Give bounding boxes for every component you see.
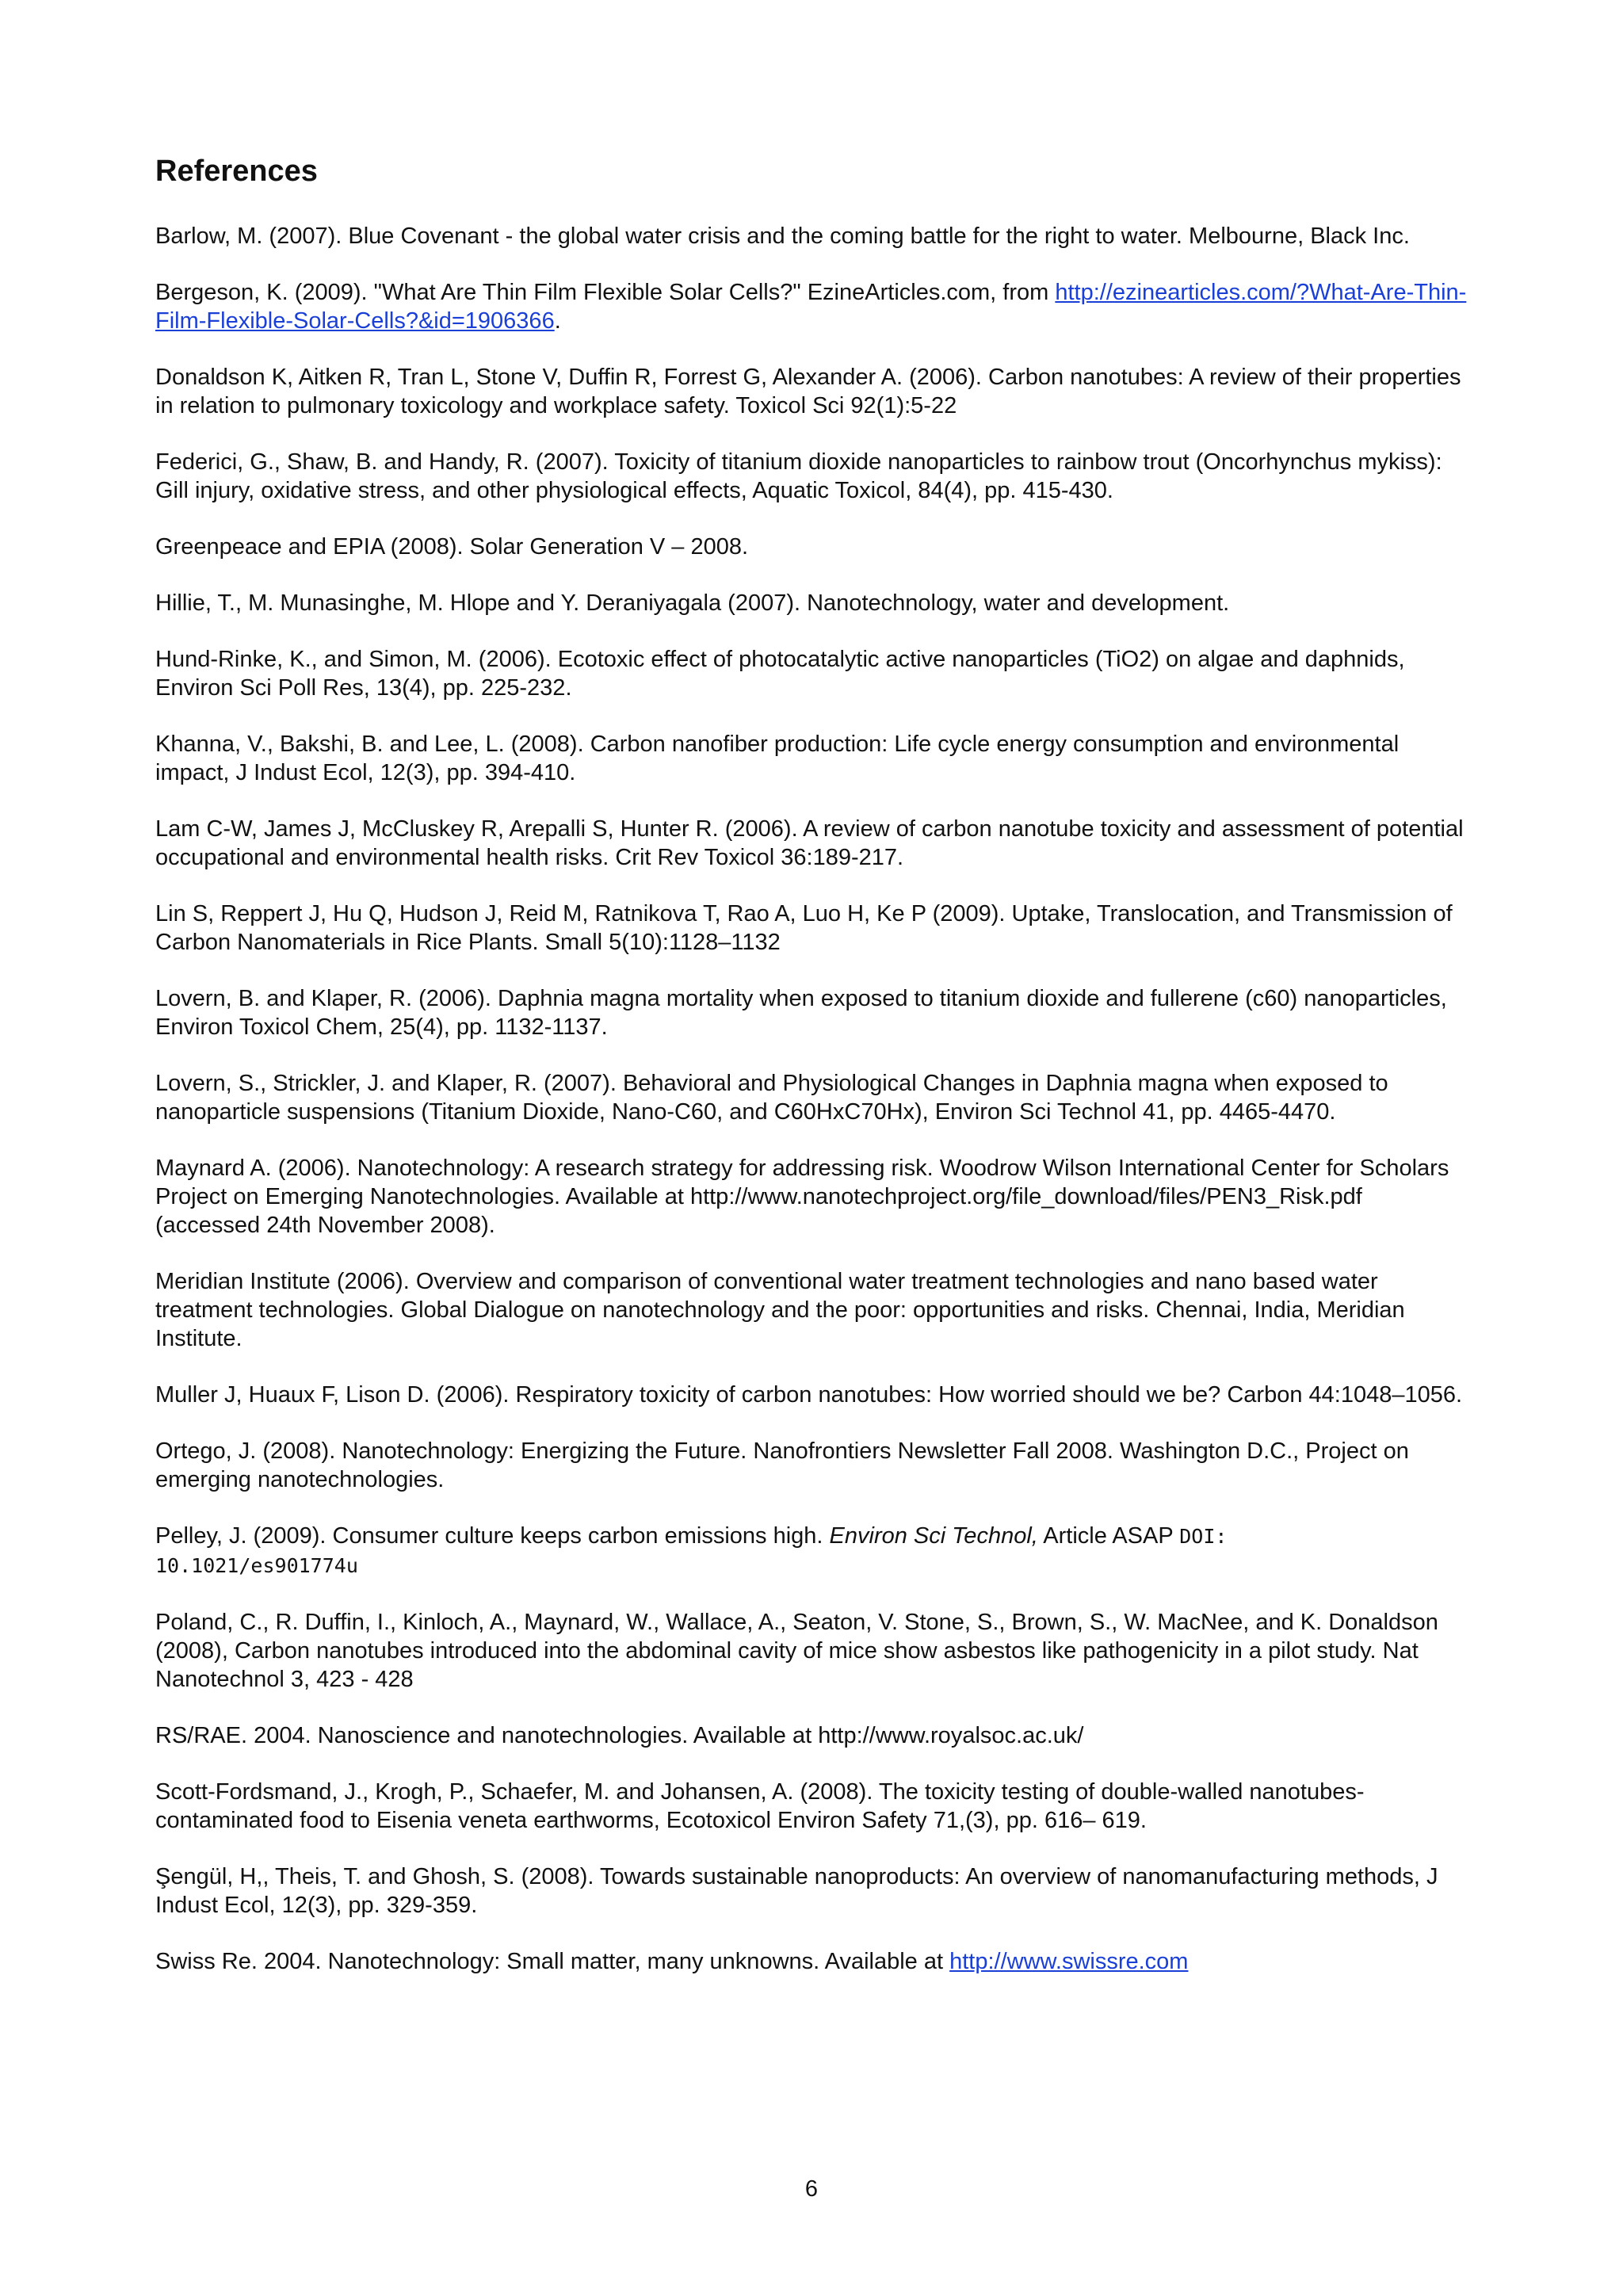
- reference-item: [155, 645, 1471, 702]
- references-heading: References: [155, 155, 318, 188]
- reference-item: [155, 730, 1471, 787]
- reference-item: [155, 900, 1471, 957]
- reference-text: RS/RAE. 2004. Nanoscience and nanotechnologies. Available at http://www.royalsoc.ac.uk/: [155, 1723, 1084, 1748]
- reference-text-suffix: .: [554, 308, 561, 334]
- reference-item: [155, 533, 1471, 561]
- reference-text: Khanna, V., Bakshi, B. and Lee, L. (2008). Carbon nanofiber production: Life cycle energy consumption and environmental impact, J Indust Ecol, 12(3), pp. 394-410.: [155, 732, 1400, 785]
- reference-text: Pelley, J. (2009). Consumer culture keeps carbon emissions high.: [155, 1523, 830, 1549]
- reference-text: Hillie, T., M. Munasinghe, M. Hlope and Y. Deraniyagala (2007). Nanotechnology, water and development.: [155, 590, 1230, 616]
- reference-text: Poland, C., R. Duffin, I., Kinloch, A., Maynard, W., Wallace, A., Seaton, V. Stone, S., Brown, S., W. MacNee, and K. Donaldson (2008), Carbon nanotubes introduced into the abdominal cavity of mice show asbestos like pathogenicity in a pilot study. Nat Nanotechnol 3, 423 - 428: [155, 1610, 1438, 1692]
- reference-text: Hund-Rinke, K., and Simon, M. (2006). Ecotoxic effect of photocatalytic active nanoparticles (TiO2) on algae and daphnids, Environ Sci Poll Res, 13(4), pp. 225-232.: [155, 647, 1405, 701]
- reference-text: Lovern, B. and Klaper, R. (2006). Daphnia magna mortality when exposed to titanium dioxide and fullerene (c60) nanoparticles, Environ Toxicol Chem, 25(4), pp. 1132-1137.: [155, 986, 1447, 1040]
- reference-text: Maynard A. (2006). Nanotechnology: A research strategy for addressing risk. Woodrow Wilson International Center for Scholars Project on Emerging Nanotechnologies. Available at http://www.nanotechproject.org/file_download/files/PEN3_Risk.pdf (accessed 24th November 2008).: [155, 1156, 1449, 1238]
- reference-text: Donaldson K, Aitken R, Tran L, Stone V, Duffin R, Forrest G, Alexander A. (2006). Carbon nanotubes: A review of their properties in relation to pulmonary toxicology and workplace safety. Toxicol Sci 92(1):5-22: [155, 365, 1461, 418]
- reference-item: [155, 589, 1471, 617]
- reference-item: [155, 1069, 1471, 1126]
- reference-item: [155, 984, 1471, 1041]
- reference-item: [155, 1267, 1471, 1353]
- swissre-link[interactable]: http://www.swissre.com: [949, 1949, 1189, 1974]
- page-number: 6: [804, 2176, 819, 2202]
- reference-text: Swiss Re. 2004. Nanotechnology: Small matter, many unknowns. Available at: [155, 1949, 950, 1974]
- reference-text: Muller J, Huaux F, Lison D. (2006). Respiratory toxicity of carbon nanotubes: How worried should we be? Carbon 44:1048–1056.: [155, 1382, 1463, 1408]
- reference-item: [155, 222, 1471, 250]
- reference-item: [155, 278, 1471, 335]
- reference-text: Scott-Fordsmand, J., Krogh, P., Schaefer, M. and Johansen, A. (2008). The toxicity testing of double-walled nanotubes-contaminated food to Eisenia veneta earthworms, Ecotoxicol Environ Safety 71,(3), pp. 616– 619.: [155, 1779, 1365, 1833]
- reference-item: [155, 1947, 1471, 1976]
- reference-item: [155, 1608, 1471, 1694]
- reference-item: [155, 1778, 1471, 1835]
- reference-text: Bergeson, K. (2009). "What Are Thin Film Flexible Solar Cells?" EzineArticles.com, from: [155, 280, 1056, 305]
- reference-item: [155, 1862, 1471, 1920]
- reference-item: [155, 815, 1471, 872]
- reference-item: [155, 1381, 1471, 1409]
- doi-value: 10.1021/es901774u: [155, 1554, 358, 1577]
- reference-text: Şengül, H,, Theis, T. and Ghosh, S. (2008). Towards sustainable nanoproducts: An overview of nanomanufacturing methods, J Indust Ecol, 12(3), pp. 329-359.: [155, 1864, 1438, 1918]
- reference-text: Lam C-W, James J, McCluskey R, Arepalli S, Hunter R. (2006). A review of carbon nanotube toxicity and assessment of potential occupational and environmental health risks. Crit Rev Toxicol 36:189-217.: [155, 816, 1464, 870]
- reference-text: Greenpeace and EPIA (2008). Solar Generation V – 2008.: [155, 534, 749, 560]
- reference-list: [155, 222, 1471, 2004]
- reference-text: Federici, G., Shaw, B. and Handy, R. (2007). Toxicity of titanium dioxide nanoparticles to rainbow trout (Oncorhynchus mykiss): Gill injury, oxidative stress, and other physiological effects, Aquatic Toxicol, 84(4), pp. 415-430.: [155, 449, 1442, 503]
- reference-text: Ortego, J. (2008). Nanotechnology: Energizing the Future. Nanofrontiers Newsletter Fall 2008. Washington D.C., Project on emerging nanotechnologies.: [155, 1438, 1409, 1492]
- reference-item: [155, 1154, 1471, 1240]
- ezinearticles-link[interactable]: http://ezinearticles.com/?What-Are-Thin-Film-Flexible-Solar-Cells?&id=1906366: [155, 280, 1467, 334]
- reference-item: [155, 1522, 1471, 1580]
- reference-text: Lovern, S., Strickler, J. and Klaper, R. (2007). Behavioral and Physiological Changes in Daphnia magna when exposed to nanoparticle suspensions (Titanium Dioxide, Nano-C60, and C60HxC70Hx), Environ Sci Technol 41, pp. 4465-4470.: [155, 1071, 1388, 1125]
- reference-text-suffix: Article ASAP: [1037, 1523, 1180, 1549]
- reference-text: Meridian Institute (2006). Overview and comparison of conventional water treatment technologies and nano based water treatment technologies. Global Dialogue on nanotechnology and the poor: opportunities and risks. Chennai, India, Meridian Institute.: [155, 1269, 1405, 1351]
- reference-item: [155, 1437, 1471, 1494]
- reference-text: Barlow, M. (2007). Blue Covenant - the global water crisis and the coming battle for the right to water. Melbourne, Black Inc.: [155, 223, 1410, 249]
- doi-label: DOI:: [1179, 1525, 1228, 1548]
- reference-item: [155, 448, 1471, 505]
- journal-title: Environ Sci Technol,: [829, 1523, 1038, 1549]
- reference-item: [155, 363, 1471, 420]
- reference-item: [155, 1721, 1471, 1750]
- reference-text: Lin S, Reppert J, Hu Q, Hudson J, Reid M, Ratnikova T, Rao A, Luo H, Ke P (2009). Uptake, Translocation, and Transmission of Carbon Nanomaterials in Rice Plants. Small 5(10):1128–1132: [155, 901, 1453, 955]
